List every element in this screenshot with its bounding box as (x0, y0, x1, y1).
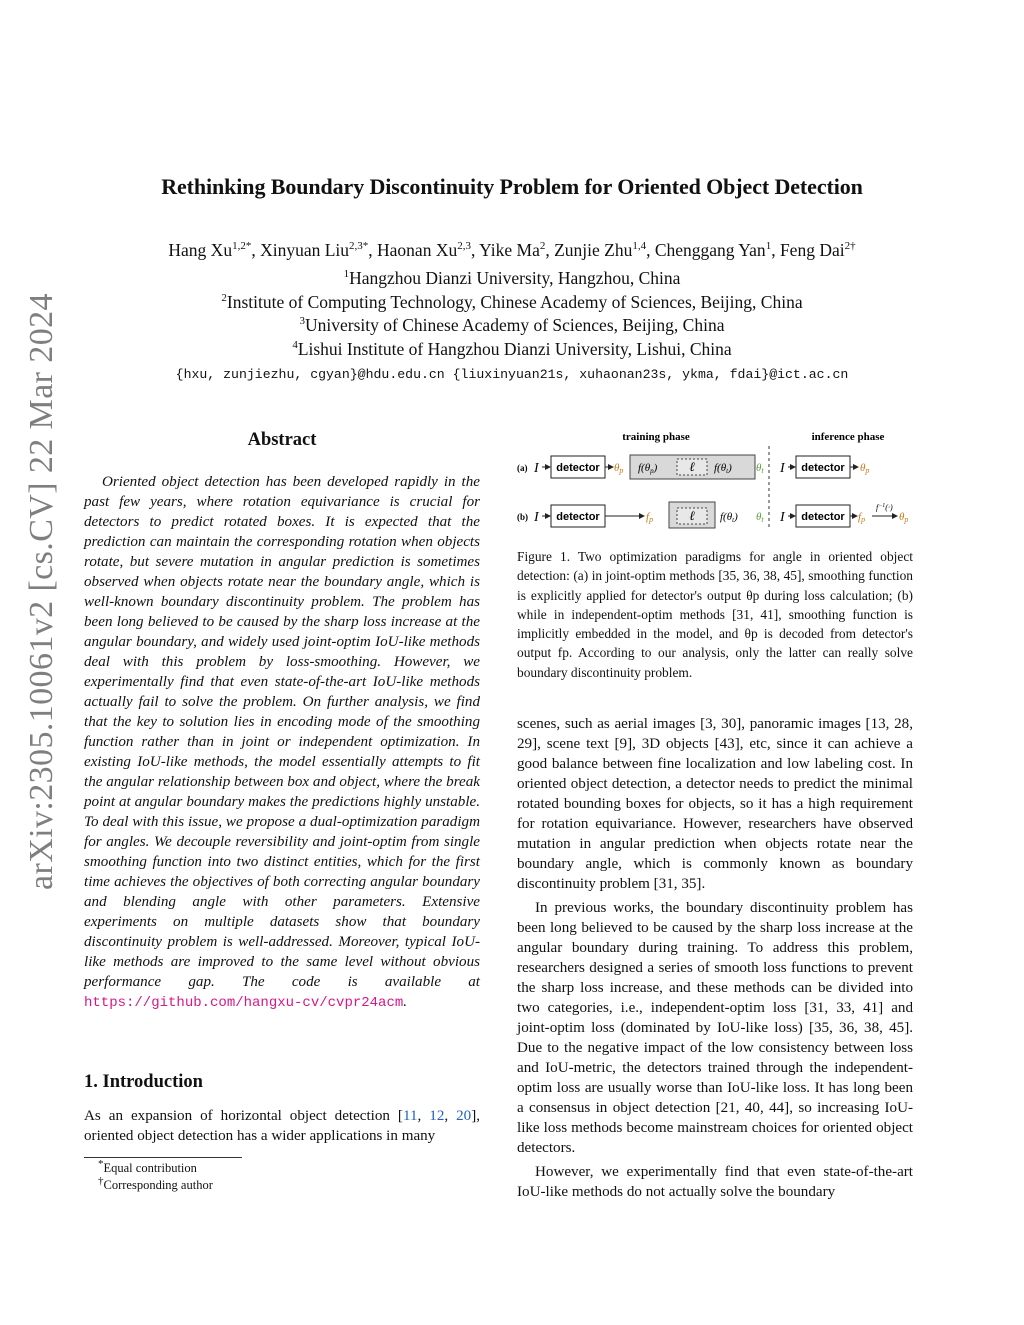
svg-text:fp: fp (646, 511, 654, 524)
intro-paragraph: However, we experimentally find that even state-of-the-art IoU-like methods do not actually solve the boundary (517, 1164, 913, 1200)
svg-text:I: I (534, 510, 539, 525)
svg-text:detector: detector (556, 462, 600, 474)
citation-link[interactable]: 20 (456, 1108, 472, 1124)
author-name: Chenggang Yan (654, 240, 766, 260)
row-a-label: (a) (517, 463, 528, 473)
abstract-body: Oriented object detection has been developed rapidly in the past few years, where rotation equivariance is crucial for detectors to predict rotated boxes. It is expected that the prediction can maintain the corresponding rotation when objects rotate, but severe mutation in angular prediction is sometimes observed when objects rotate near the boundary angle, which is well-known boundary discontinuity problem. The problem has been long believed to be caused by the sharp loss increase at the angular boundary, and widely used joint-optim IoU-like methods deal with this problem by loss-smoothing. However, we experimentally find that even state-of-the-art IoU-like methods actually fail to solve the problem. On further analysis, we find that the key to solution lies in encoding mode of the smoothing function rather than in joint or independent optimization. In existing IoU-like methods, the model essentially attempts to fit the angular relationship between box and object, where the break point at angular boundary makes the predictions highly unstable. To deal with this issue, we propose a dual-optimization paradigm for angles. We decouple reversibility and joint-optim from single smoothing function into two distinct entities, which for the first time achieves the objectives of both correcting angular boundary and blending angle with other parameters. Extensive experiments on multiple datasets show that boundary discontinuity problem is well-addressed. Moreover, typical IoU-like methods are improved to the same level without obvious performance gap. The code is available at https://github.com/hangxu-cv/cvpr24acm. (84, 474, 480, 1011)
code-link[interactable]: https://github.com/hangxu-cv/cvpr24acm (84, 995, 404, 1011)
arxiv-identifier: arXiv:2305.10061v2 [cs.CV] 22 Mar 2024 (23, 293, 60, 890)
svg-text:θp: θp (860, 462, 870, 475)
svg-text:f−1(·): $f^{-1}(\cdot)$ (876, 503, 893, 512)
author-emails: {hxu, zunjiezhu, cgyan}@hdu.edu.cn {liuxinyuan21s, xuhaonan23s, ykma, fdai}@ict.ac.cn (175, 367, 849, 382)
svg-text:θt: θt (756, 511, 764, 524)
inference-phase-label: inference phase (811, 431, 885, 443)
svg-text:detector: detector (801, 462, 845, 474)
author-affiliation-marker: 1 (765, 240, 772, 253)
citation-link[interactable]: 12 (429, 1108, 445, 1124)
author-affiliation-marker: 2,3* (349, 240, 369, 253)
svg-text:θp: θp (899, 511, 909, 524)
paper-title: Rethinking Boundary Discontinuity Problem for Oriented Object Detection (161, 174, 863, 199)
abstract-text: Oriented object detection has been developed rapidly in the past few years, where rotation equivariance is crucial for detectors to predict rotated boxes. It is expected that the prediction can maintain the corresponding rotation when objects rotate, but severe mutation in angular prediction is sometimes observed when objects rotate near the boundary angle, which is well-known boundary discontinuity problem. The problem has been long believed to be caused by the sharp loss increase at the angular boundary, and widely used joint-optim IoU-like methods deal with this problem by loss-smoothing. However, we experimentally find that even state-of-the-art IoU-like methods actually fail to solve the problem. On further analysis, we find that the key to solution lies in encoding mode of the smoothing function rather than in joint or independent optimization. In existing IoU-like methods, the model essentially attempts to fit the angular relationship between box and object, where the break point at angular boundary makes the predictions highly unstable. To deal with this issue, we propose a dual-optimization paradigm for angles. We decouple reversibility and joint-optim from single smoothing function into two distinct entities, which for the first time achieves the objectives of both correcting angular boundary and blending angle with other parameters. Extensive experiments on multiple datasets show that boundary discontinuity problem is well-addressed. Moreover, typical IoU-like methods are improved to the same level without obvious performance gap. The code is available at (84, 474, 480, 990)
author-name: Haonan Xu (377, 240, 458, 260)
author-name: Hang Xu (168, 240, 233, 260)
intro-paragraph: In previous works, the boundary discontinuity problem has been long believed to be caused by the sharp loss increase at the angular boundary during training. To address this problem, researchers designed a series of smooth loss functions to prevent the sharp loss increase, and these methods can be divided into two categories, i.e., independent-optim loss [31, 33, 41] and joint-optim loss (dominated by IoU-like loss) [35, 36, 38, 45]. Due to the negative impact of the low consistency between loss and IoU-metric, the detectors trained through the independent-optim loss are usually worse than IoU-like loss. It has long been a consensus in object detection [21, 40, 44], so increasing IoU-like loss methods become mainstream choices for oriented object detectors. (517, 900, 913, 1156)
introduction-left-text: As an expansion of horizontal object detection [11, 12, 20], oriented object detection has a wider applications in many (84, 1108, 481, 1144)
author-affiliation-marker: 2,3 (457, 240, 471, 253)
footnote-rule (84, 1157, 242, 1158)
footnote-equal-contribution: *Equal contribution (98, 1157, 197, 1175)
svg-text:I: I (780, 461, 785, 476)
row-b-label: (b) (517, 512, 528, 522)
author-affiliation-marker: 1,2* (232, 240, 252, 253)
footnote-corresponding-author: †Corresponding author (98, 1174, 213, 1192)
figure-1-caption: Figure 1. Two optimization paradigms for angle in oriented object detection: (a) in joint-optim methods [35, 36, 38, 45], smoothing function is explicitly applied for detector's output θp during loss calculation; (b) while in independent-optim methods [31, 41], smoothing function is implicitly embedded in the model, and θp is decoded from detector's output fp. According to our analysis, only the latter can really solve boundary discontinuity problem. (517, 549, 913, 680)
svg-text:ℓ: ℓ (689, 508, 695, 523)
svg-text:detector: detector (801, 511, 845, 523)
abstract-heading: Abstract (247, 430, 317, 450)
affiliation-2: $^2$Institute of Computing Technology, Chinese Academy of Sciences, Beijing, China (221, 292, 803, 312)
author-affiliation-marker: 2 (539, 240, 546, 253)
author-affiliation-marker: 2† (844, 240, 856, 253)
author-name: Xinyuan Liu (260, 240, 350, 260)
author-list: Hang $Xu^{1,2*}$, Xinyuan Liu$^{2,3*}$, Haonan Xu$^{2,3}$, Yike Ma$^2$, Zunjie Zhu$^{1,4}$, Chenggang Yan$^1$, Feng Dai$^{2\dagger}$ (168, 240, 856, 260)
input-symbol: I (534, 461, 539, 476)
author-name: Feng Dai (779, 240, 845, 260)
svg-text:f(θp): f(θp) (638, 462, 658, 475)
affiliation-3: $^3$University of Chinese Academy of Sciences, Beijing, China (299, 315, 725, 335)
svg-text:fp: fp (858, 511, 866, 524)
svg-text:detector: detector (556, 511, 600, 523)
introduction-right-column (517, 714, 913, 1202)
affiliation-1: $^1$Hangzhou Dianzi University, Hangzhou, China (343, 268, 681, 288)
author-affiliation-marker: 1,4 (632, 240, 647, 253)
intro-paragraph: scenes, such as aerial images [3, 30], panoramic images [13, 28, 29], scene text [9], 3D objects [43], etc, since it can achieve a good balance between fine localization and low labeling cost. In oriented object detection, a detector needs to predict the minimal rotated bounding boxes for objects, so it has a high requirement for rotation equivariance. However, researchers have observed mutation in angular prediction when objects rotate near the boundary angle, which is commonly known as boundary discontinuity problem [31, 35]. (517, 716, 913, 892)
svg-text:ℓ: ℓ (689, 459, 695, 474)
svg-text:f(θt): f(θt) (720, 511, 738, 524)
citation-link[interactable]: 11 (402, 1108, 418, 1124)
svg-text:I: I (780, 510, 785, 525)
figure-1-diagram (514, 426, 916, 531)
svg-text:θt: θt (756, 462, 764, 475)
affiliation-4: $^4$Lishui Institute of Hangzhou Dianzi University, Lishui, China (292, 339, 732, 359)
author-name: Zunjie Zhu (554, 240, 633, 260)
introduction-heading: 1. Introduction (84, 1072, 203, 1092)
svg-text:θp: θp (614, 462, 624, 475)
svg-text:f(θt): f(θt) (714, 462, 732, 475)
author-name: Yike Ma (479, 240, 540, 260)
training-phase-label: training phase (622, 431, 690, 443)
